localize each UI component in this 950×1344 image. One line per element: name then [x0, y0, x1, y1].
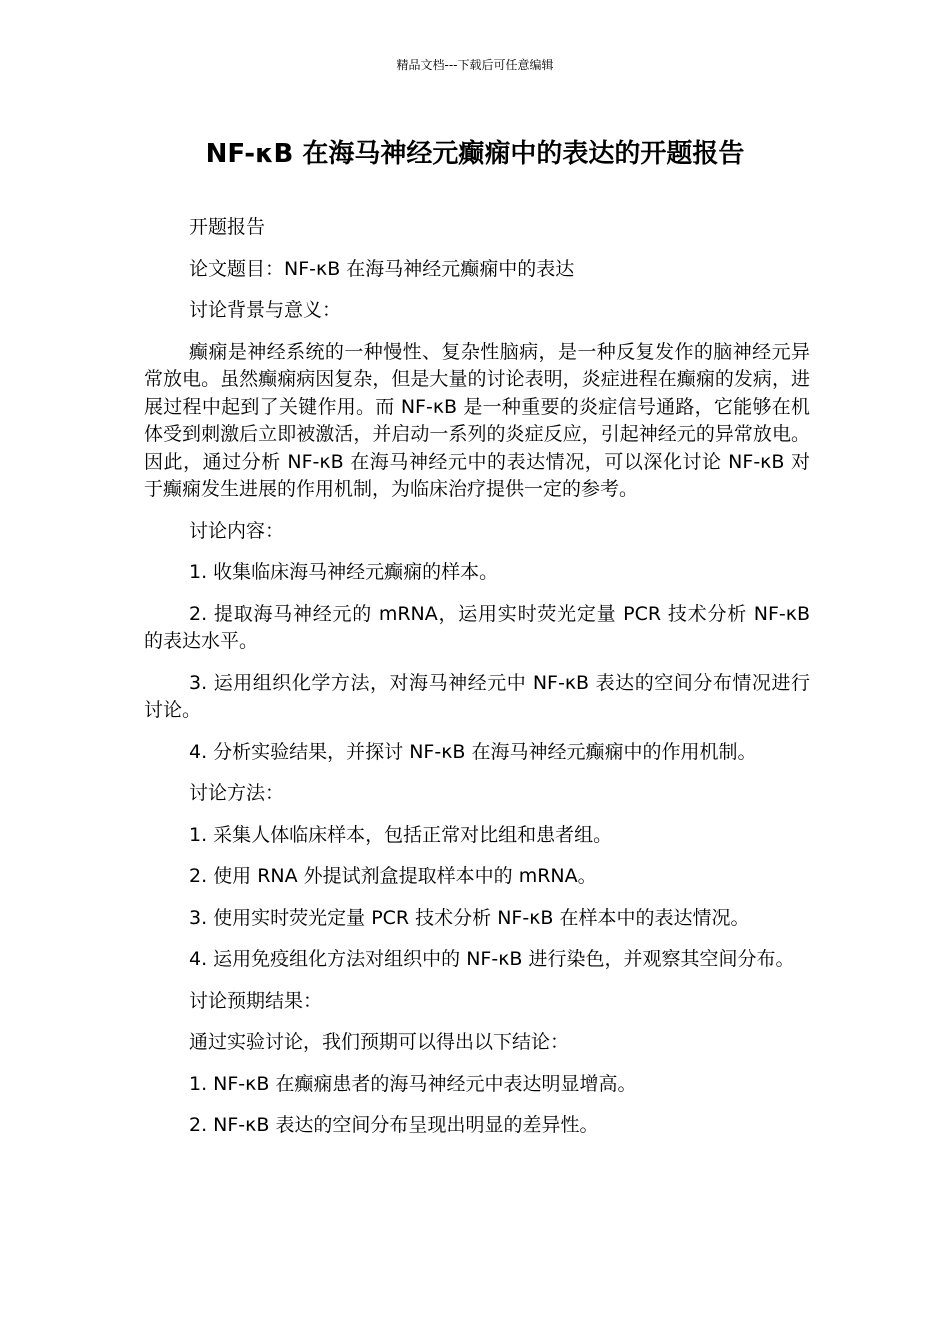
paragraph: 1. 采集人体临床样本，包括正常对比组和患者组。	[189, 823, 613, 846]
paragraph: 通过实验讨论，我们预期可以得出以下结论：	[189, 1031, 570, 1053]
paragraph: 3. 运用组织化学方法，对海马神经元中 NF-κB 表达的空间分布情况进行讨论。	[144, 671, 810, 721]
paragraph: 讨论预期结果：	[189, 989, 323, 1012]
paragraph: 讨论内容：	[189, 519, 285, 542]
paragraph: 讨论背景与意义：	[189, 299, 342, 321]
document-title: NF-κB 在海马神经元癫痫中的表达的开题报告	[205, 139, 745, 169]
paragraph: 讨论方法：	[189, 782, 285, 804]
paragraph: 1. NF-κB 在癫痫患者的海马神经元中表达明显增高。	[189, 1072, 637, 1095]
paragraph: 2. 提取海马神经元的 mRNA，运用实时荧光定量 PCR 技术分析 NF-κB 的表达水平。	[144, 602, 810, 652]
paragraph: 开题报告	[189, 216, 266, 238]
paragraph: 2. NF-κB 表达的空间分布呈现出明显的差异性。	[189, 1114, 599, 1136]
paragraph: 1. 收集临床海马神经元癫痫的样本。	[189, 561, 499, 583]
document-body	[144, 214, 810, 1154]
paragraph: 论文题目：NF-κB 在海马神经元癫痫中的表达	[189, 257, 575, 280]
paragraph: 4. 分析实验结果，并探讨 NF-κB 在海马神经元癫痫中的作用机制。	[189, 740, 757, 763]
paragraph: 癫痫是神经系统的一种慢性、复杂性脑病，是一种反复发作的脑神经元异常放电。虽然癫痫病因复杂，但是大量的讨论表明，炎症进程在癫痫的发病，进展过程中起到了关键作用。而 NF-κB 是一种重要的炎症信号通路，它能够在机体受到刺激后立即被激活，并启动一系列的炎症反应，引起神经元的异常放电。因此，通过分析 NF-κB 在海马神经元中的表达情况，可以深化讨论 NF-κB 对于癫痫发生进展的作用机制，为临床治疗提供一定的参考。	[144, 340, 810, 500]
page-header: 精品文档---下载后可任意编辑	[396, 58, 554, 72]
paragraph: 4. 运用免疫组化方法对组织中的 NF-κB 进行染色，并观察其空间分布。	[189, 948, 795, 970]
paragraph: 2. 使用 RNA 外提试剂盒提取样本中的 mRNA。	[189, 865, 597, 887]
paragraph: 3. 使用实时荧光定量 PCR 技术分析 NF-κB 在样本中的表达情况。	[189, 906, 750, 929]
